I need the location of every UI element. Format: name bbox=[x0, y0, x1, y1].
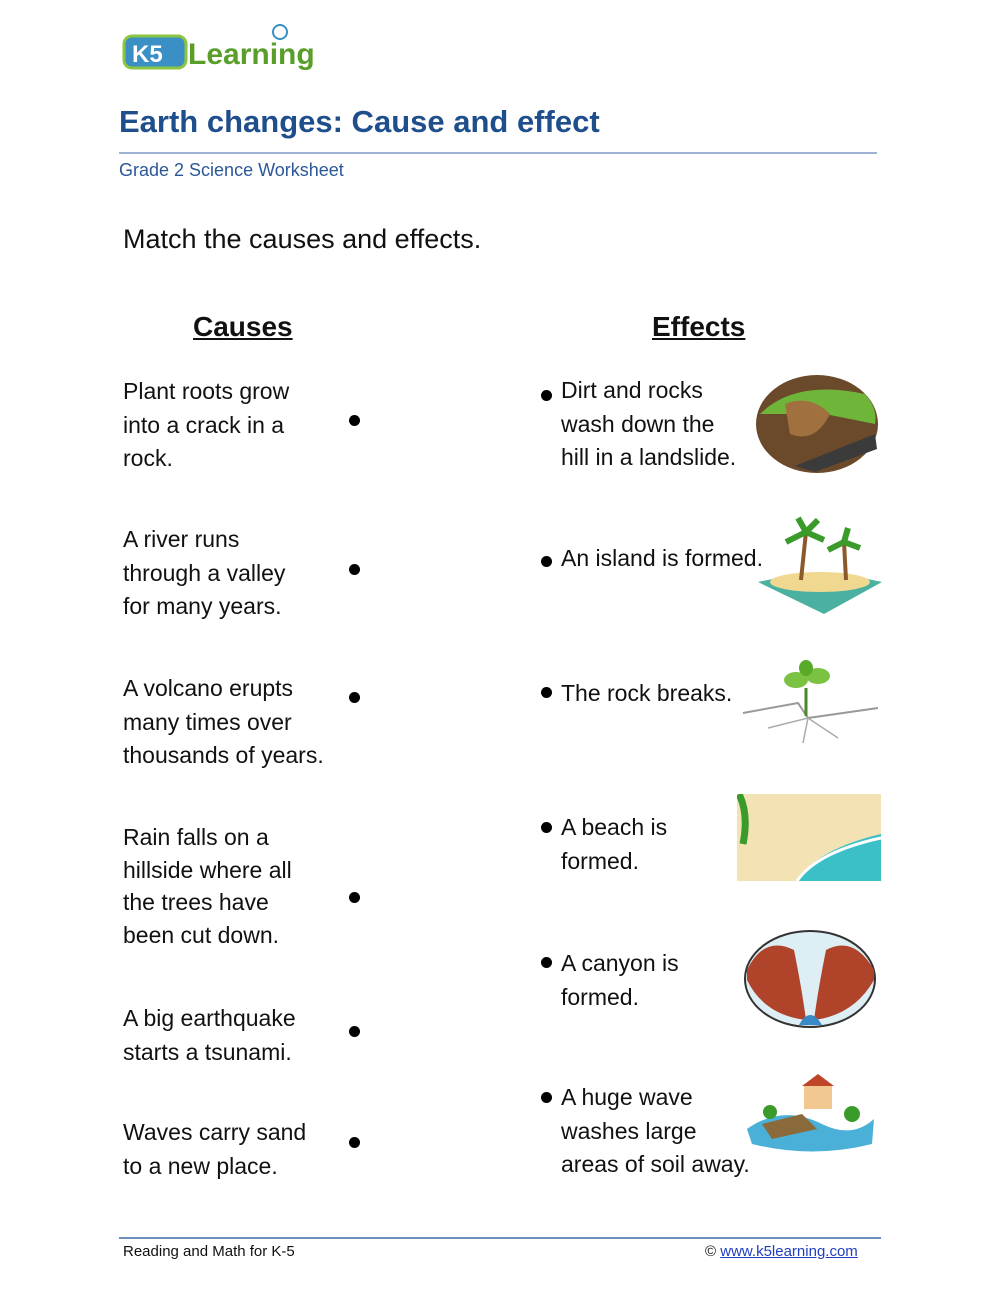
cause-match-dot[interactable] bbox=[349, 1026, 360, 1037]
effect-match-dot[interactable] bbox=[541, 957, 552, 968]
cause-item bbox=[123, 523, 285, 624]
effect-line: formed. bbox=[561, 983, 639, 1010]
svg-text:K5: K5 bbox=[132, 41, 163, 68]
cause-line: for many years. bbox=[123, 593, 282, 619]
cause-line: Rain falls on a bbox=[123, 824, 269, 850]
cause-line: hillside where all bbox=[123, 856, 292, 883]
effect-item bbox=[561, 947, 679, 1014]
canyon-image bbox=[744, 930, 877, 1028]
effect-line: hill in a landslide. bbox=[561, 444, 737, 470]
cause-line: to a new place. bbox=[123, 1152, 278, 1179]
tsunami-image bbox=[742, 1074, 878, 1156]
page-title: Earth changes: Cause and effect bbox=[119, 104, 600, 139]
cause-line: been cut down. bbox=[123, 922, 280, 949]
landslide-image bbox=[755, 374, 880, 474]
effect-line: The rock breaks. bbox=[561, 680, 733, 706]
instructions: Match the causes and effects. bbox=[123, 224, 482, 254]
footer-copyright bbox=[705, 1243, 858, 1260]
cause-item bbox=[123, 1002, 296, 1069]
effect-line: Dirt and rocks bbox=[561, 377, 703, 403]
page-subtitle: Grade 2 Science Worksheet bbox=[119, 160, 344, 180]
cause-match-dot[interactable] bbox=[349, 692, 360, 703]
effect-item bbox=[561, 1081, 750, 1182]
cause-line: starts a tsunami. bbox=[123, 1038, 292, 1065]
effect-match-dot[interactable] bbox=[541, 1092, 552, 1103]
cause-line: A river runs bbox=[123, 526, 240, 552]
cause-line: Plant roots grow bbox=[123, 378, 290, 404]
cause-match-dot[interactable] bbox=[349, 1137, 360, 1148]
cause-line: Waves carry sand bbox=[123, 1119, 307, 1145]
cause-line: into a crack in a bbox=[123, 411, 285, 438]
cause-item bbox=[123, 821, 292, 952]
cause-line: rock. bbox=[123, 445, 173, 471]
effect-item bbox=[561, 374, 736, 475]
cause-line: through a valley bbox=[123, 559, 286, 586]
beach-image bbox=[737, 794, 881, 881]
effect-line: A canyon is bbox=[561, 950, 679, 976]
cause-line: thousands of years. bbox=[123, 742, 324, 768]
effect-match-dot[interactable] bbox=[541, 822, 552, 833]
k5-learning-logo bbox=[122, 22, 332, 74]
effect-line: wash down the bbox=[561, 410, 715, 437]
cause-line: many times over bbox=[123, 708, 292, 735]
cause-line: the trees have bbox=[123, 889, 269, 916]
effect-line: An island is formed. bbox=[561, 545, 763, 571]
footer-tagline: Reading and Math for K-5 bbox=[123, 1243, 295, 1260]
effect-line: A huge wave bbox=[561, 1084, 693, 1110]
svg-text:Learning: Learning bbox=[188, 38, 315, 71]
cause-match-dot[interactable] bbox=[349, 892, 360, 903]
footer-divider bbox=[119, 1237, 881, 1239]
title-divider bbox=[119, 152, 877, 154]
effect-line: washes large bbox=[561, 1117, 697, 1144]
effect-line: A beach is bbox=[561, 814, 668, 840]
effects-heading: Effects bbox=[652, 311, 746, 342]
cause-match-dot[interactable] bbox=[349, 415, 360, 426]
cause-match-dot[interactable] bbox=[349, 564, 360, 575]
effect-match-dot[interactable] bbox=[541, 687, 552, 698]
k5learning-link[interactable]: www.k5learning.com bbox=[720, 1243, 858, 1260]
cause-item bbox=[123, 375, 289, 476]
cause-line: A volcano erupts bbox=[123, 675, 294, 701]
causes-heading: Causes bbox=[193, 311, 293, 342]
effect-item bbox=[561, 542, 763, 576]
cracked-rock-plant-image bbox=[738, 658, 883, 746]
copyright-symbol: © bbox=[705, 1243, 717, 1260]
cause-item bbox=[123, 1116, 306, 1183]
island-image bbox=[756, 512, 884, 617]
effect-item bbox=[561, 811, 667, 878]
effect-line: areas of soil away. bbox=[561, 1151, 750, 1177]
effect-match-dot[interactable] bbox=[541, 390, 552, 401]
cause-line: A big earthquake bbox=[123, 1005, 296, 1031]
cause-item bbox=[123, 672, 324, 773]
effect-item bbox=[561, 677, 732, 711]
effect-match-dot[interactable] bbox=[541, 556, 552, 567]
effect-line: formed. bbox=[561, 847, 639, 874]
